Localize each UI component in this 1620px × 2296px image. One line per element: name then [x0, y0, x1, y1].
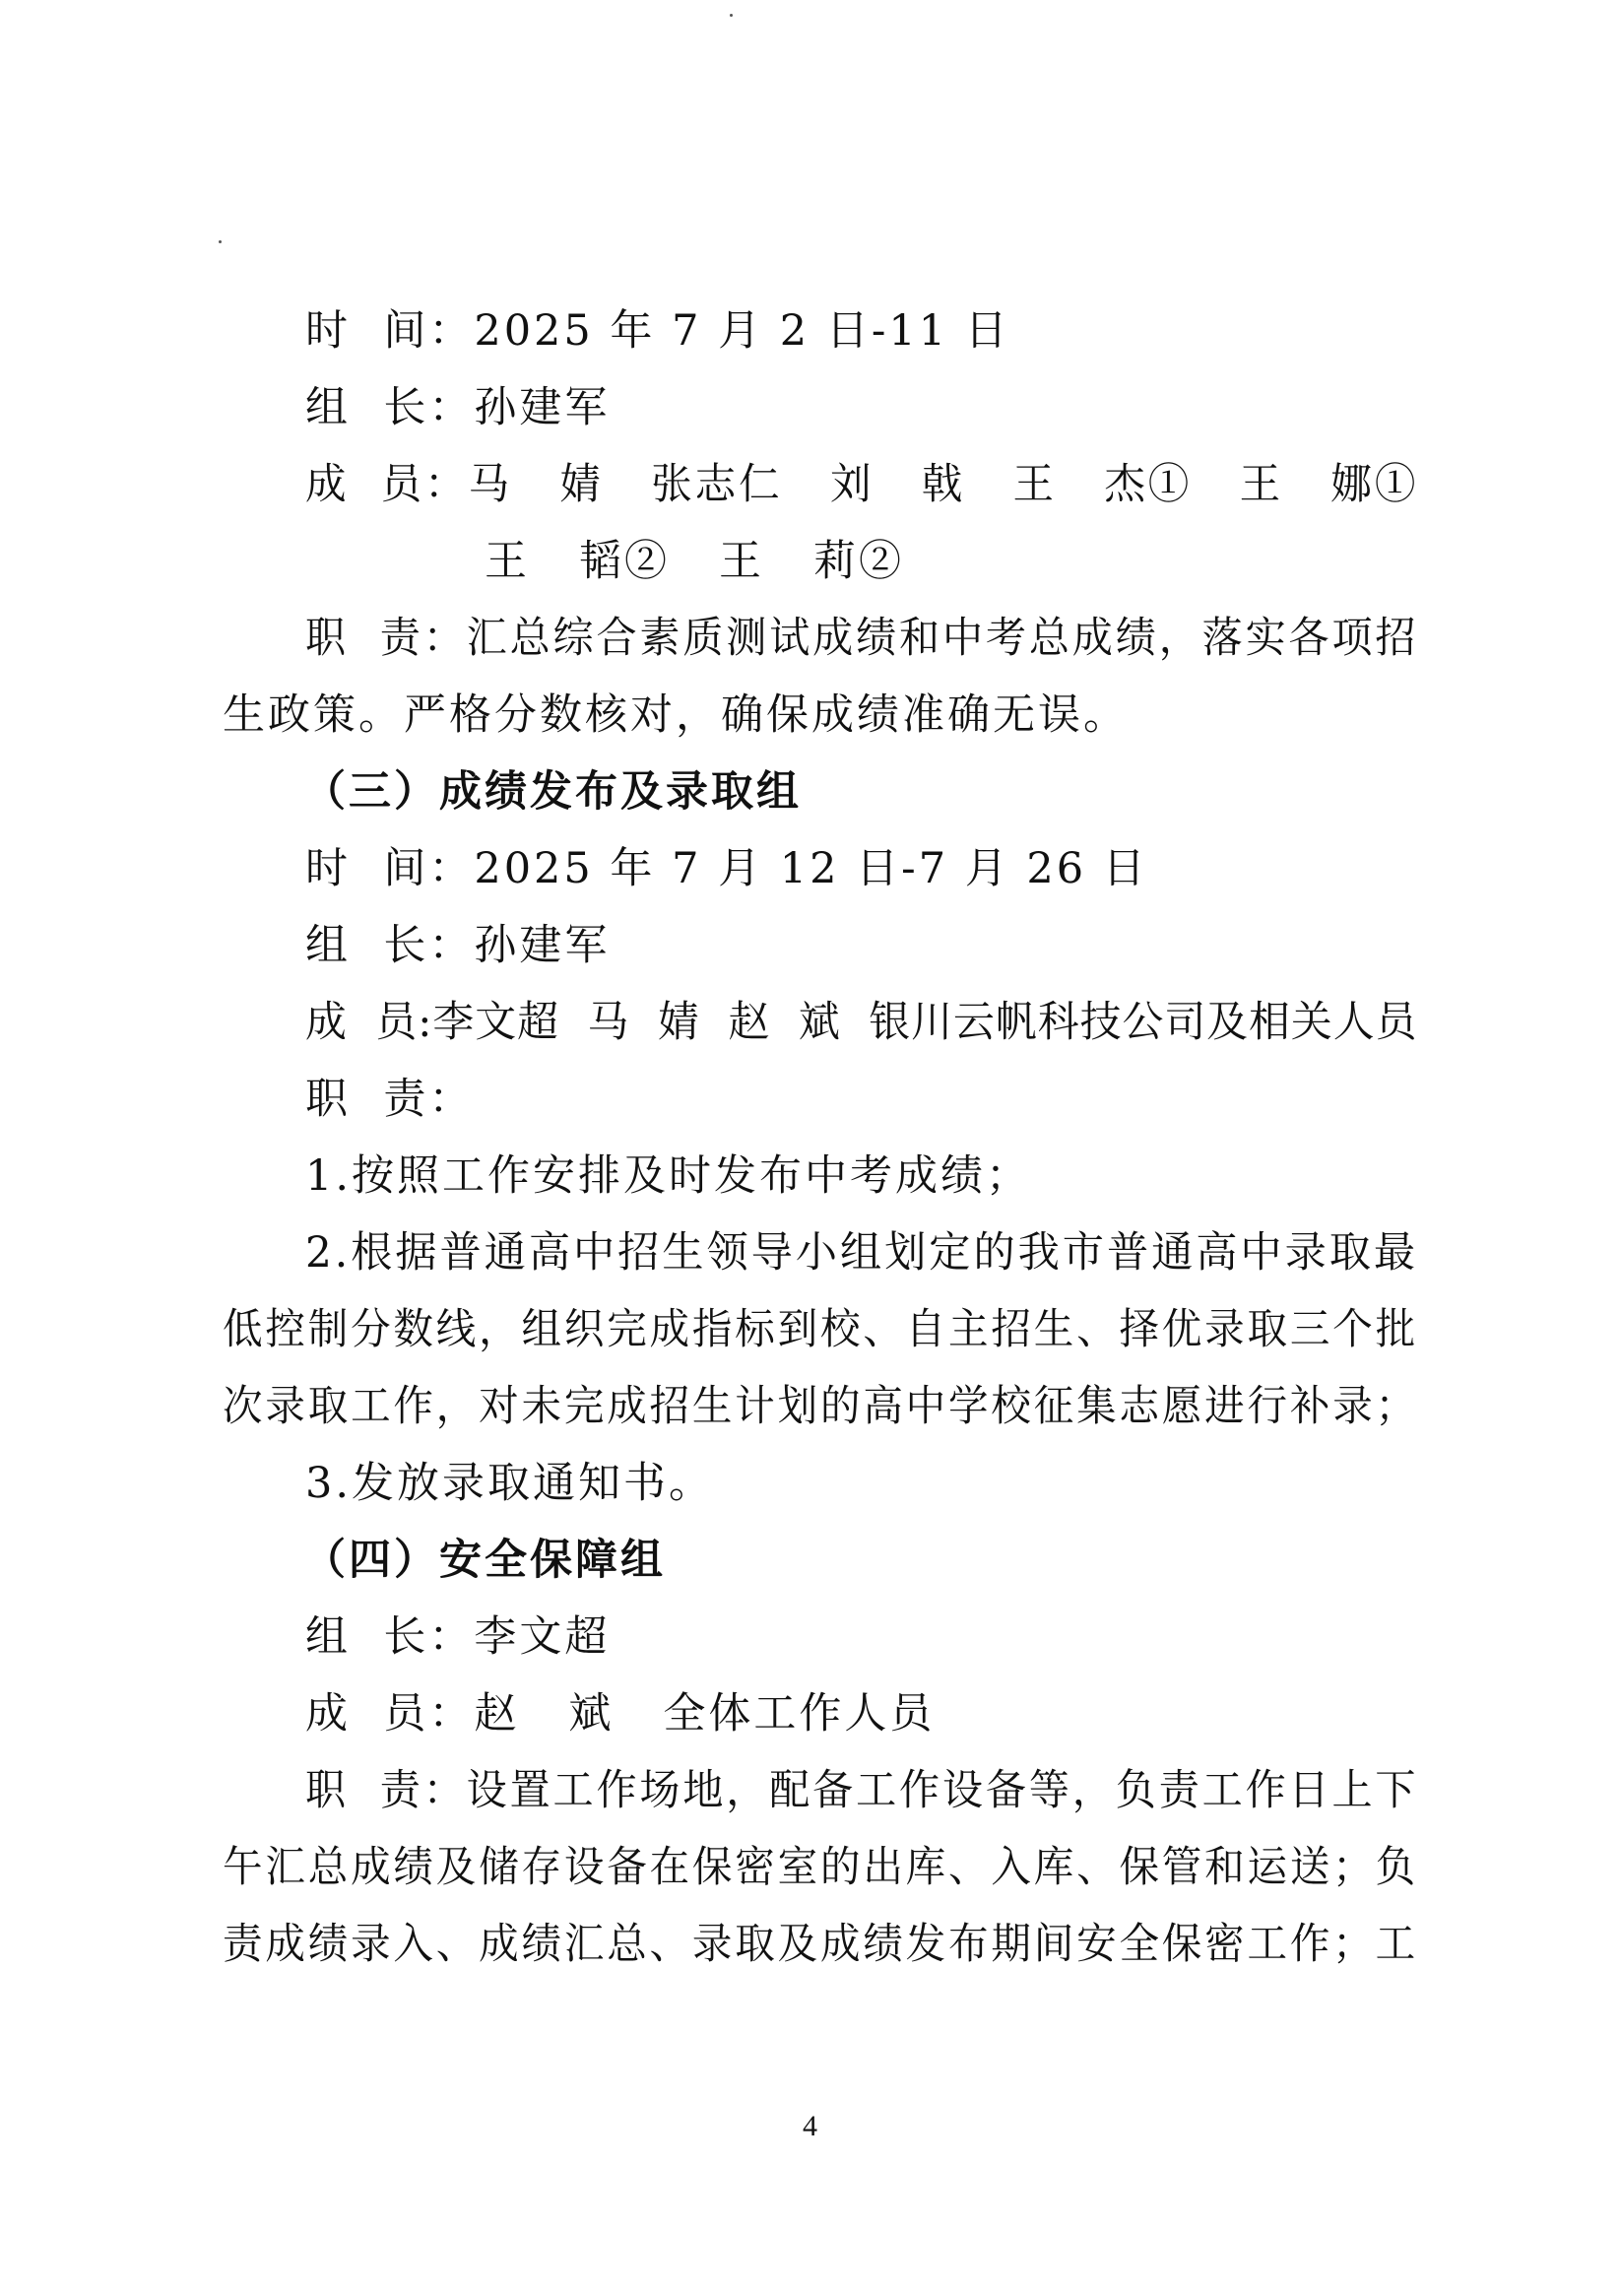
group3-time: 时 间：2025 年 7 月 12 日-7 月 26 日 — [305, 844, 1148, 893]
group2-duty-line1: 职 责：汇总综合素质测试成绩和中考总成绩，落实各项招 — [305, 614, 1419, 663]
page-number: 4 — [803, 2110, 817, 2142]
group4-members: 成 员：赵 斌 全体工作人员 — [305, 1689, 936, 1738]
group3-duty-item2-line2: 低控制分数线，组织完成指标到校、自主招生、择优录取三个批 — [223, 1305, 1418, 1354]
group2-members-line2: 王 韬② 王 莉② — [485, 537, 905, 586]
group2-duty-line2: 生政策。严格分数核对，确保成绩准确无误。 — [223, 690, 1129, 740]
group2-members-line1: 成 员：马 婧 张志仁 刘 戟 王 杰① 王 娜① — [305, 460, 1419, 509]
group3-heading: （三）成绩发布及录取组 — [303, 767, 802, 817]
group3-members: 成 员:李文超 马 婧 赵 斌 银川云帆科技公司及相关人员 — [305, 998, 1418, 1047]
group3-duty-label: 职 责： — [305, 1075, 475, 1124]
group3-duty-item1: 1.按照工作安排及时发布中考成绩； — [305, 1151, 1032, 1201]
group3-duty-item2-line3: 次录取工作，对未完成招生计划的高中学校征集志愿进行补录； — [223, 1382, 1418, 1431]
group4-duty-line2: 午汇总成绩及储存设备在保密室的出库、入库、保管和运送；负 — [223, 1843, 1418, 1892]
group4-heading: （四）安全保障组 — [303, 1536, 666, 1585]
group3-leader: 组 长：孙建军 — [305, 921, 611, 970]
group3-duty-item2-line1: 2.根据普通高中招生领导小组划定的我市普通高中录取最 — [305, 1228, 1419, 1278]
group2-leader: 组 长：孙建军 — [305, 383, 611, 432]
group3-duty-item3: 3.发放录取通知书。 — [305, 1459, 715, 1508]
group2-time: 时 间：2025 年 7 月 2 日-11 日 — [305, 306, 1010, 356]
group4-duty-line3: 责成绩录入、成绩汇总、录取及成绩发布期间安全保密工作；工 — [223, 1920, 1418, 1969]
group4-duty-line1: 职 责：设置工作场地，配备工作设备等，负责工作日上下 — [305, 1766, 1419, 1815]
scan-speck — [730, 14, 733, 17]
group4-leader: 组 长：李文超 — [305, 1612, 611, 1662]
scan-speck — [219, 240, 222, 243]
